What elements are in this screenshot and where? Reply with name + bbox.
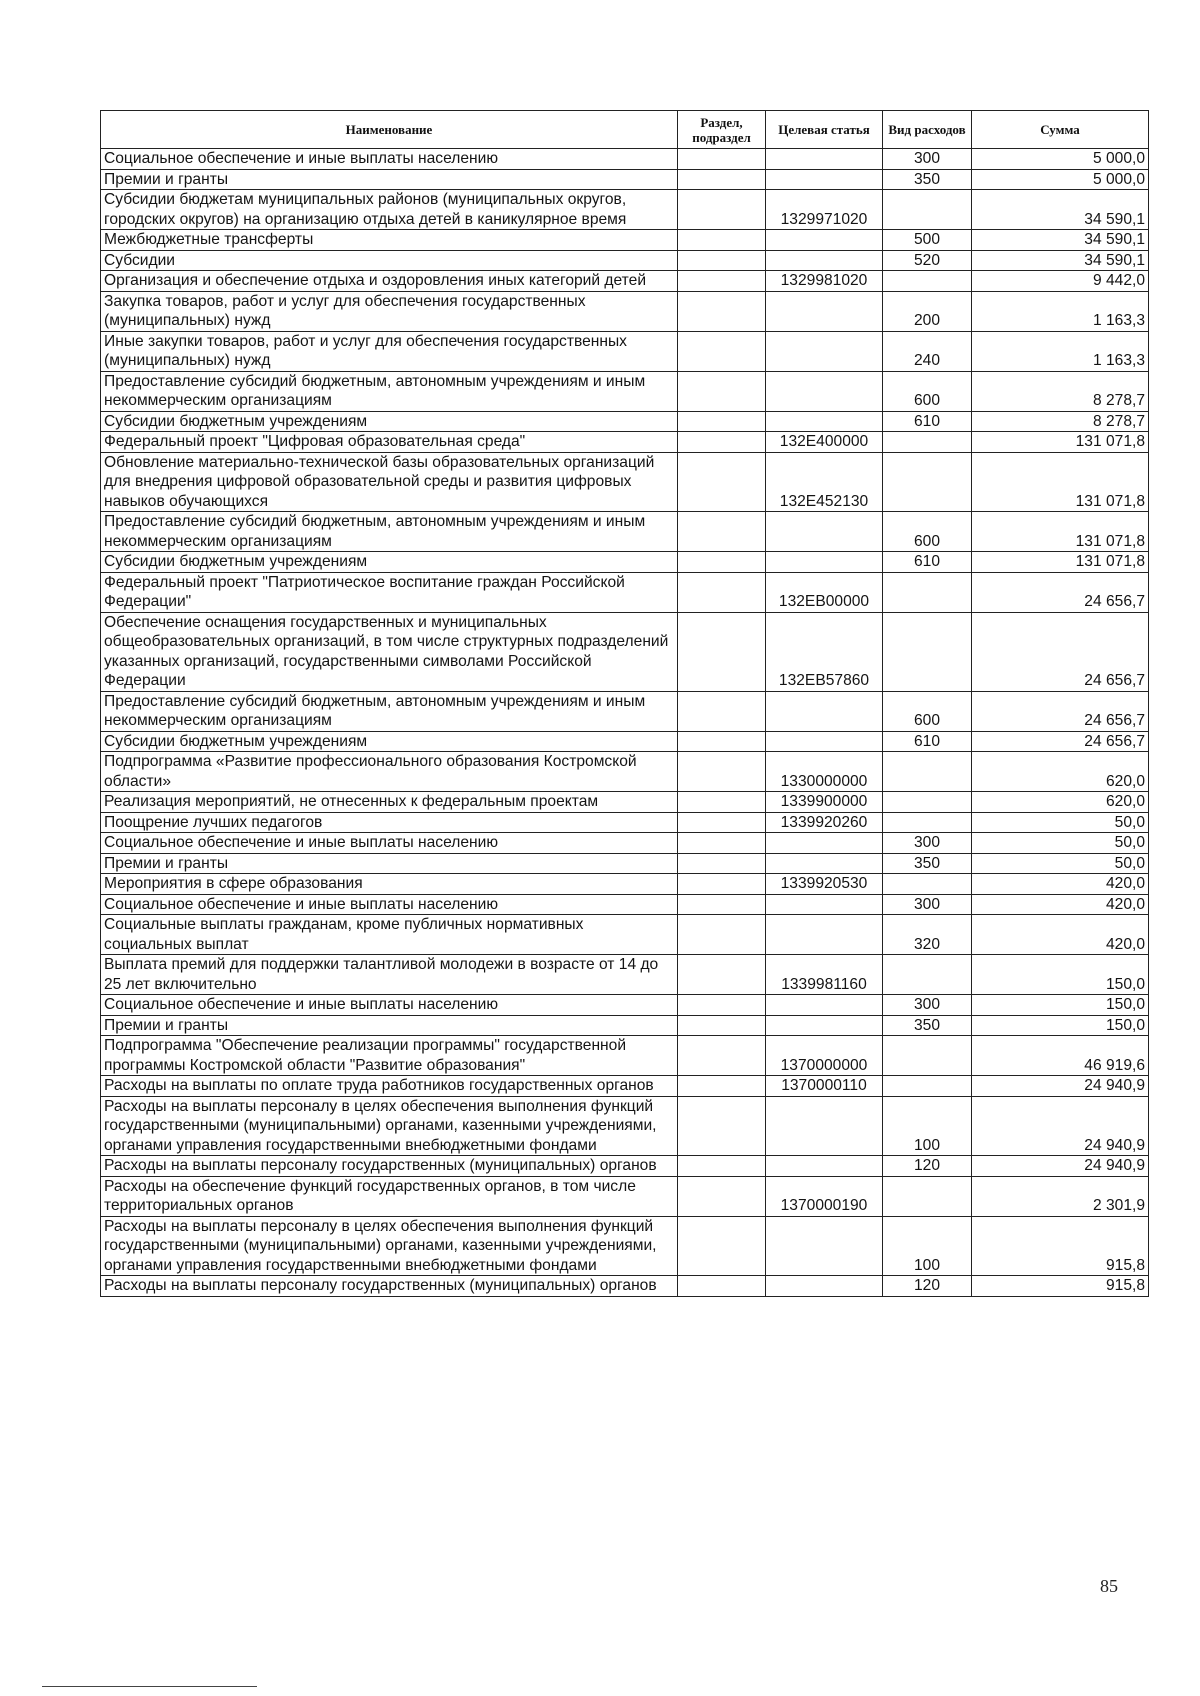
table-row bbox=[101, 853, 1149, 874]
cell-name: Социальное обеспечение и иные выплаты населению bbox=[101, 894, 678, 915]
table-row bbox=[101, 1176, 1149, 1216]
cell-target-article: 1339981160 bbox=[766, 955, 883, 995]
table-row bbox=[101, 230, 1149, 251]
cell-sum: 50,0 bbox=[972, 812, 1149, 833]
table-row bbox=[101, 271, 1149, 292]
cell-target-article: 132Е400000 bbox=[766, 432, 883, 453]
cell-expense-type: 520 bbox=[883, 250, 972, 271]
cell-name: Премии и гранты bbox=[101, 1015, 678, 1036]
cell-name: Выплата премий для поддержки талантливой молодежи в возрасте от 14 до 25 лет включительно bbox=[101, 955, 678, 995]
cell-expense-type bbox=[883, 452, 972, 512]
cell-expense-type bbox=[883, 612, 972, 691]
cell-expense-type bbox=[883, 1036, 972, 1076]
header-type: Вид расходов bbox=[883, 111, 972, 149]
cell-section bbox=[678, 432, 766, 453]
cell-target-article bbox=[766, 915, 883, 955]
cell-target-article: 1339920530 bbox=[766, 874, 883, 895]
table-row bbox=[101, 512, 1149, 552]
cell-target-article bbox=[766, 411, 883, 432]
cell-target-article bbox=[766, 149, 883, 170]
cell-sum: 915,8 bbox=[972, 1216, 1149, 1276]
cell-expense-type: 610 bbox=[883, 552, 972, 573]
cell-sum: 34 590,1 bbox=[972, 190, 1149, 230]
cell-expense-type: 300 bbox=[883, 995, 972, 1016]
cell-expense-type: 300 bbox=[883, 894, 972, 915]
cell-section bbox=[678, 331, 766, 371]
cell-target-article bbox=[766, 1276, 883, 1297]
cell-sum: 24 940,9 bbox=[972, 1156, 1149, 1177]
cell-sum: 131 071,8 bbox=[972, 432, 1149, 453]
table-row bbox=[101, 812, 1149, 833]
cell-name: Социальные выплаты гражданам, кроме публичных нормативных социальных выплат bbox=[101, 915, 678, 955]
cell-section bbox=[678, 1015, 766, 1036]
cell-expense-type bbox=[883, 955, 972, 995]
table-row bbox=[101, 1036, 1149, 1076]
cell-name: Федеральный проект "Патриотическое воспитание граждан Российской Федерации" bbox=[101, 572, 678, 612]
table-row bbox=[101, 894, 1149, 915]
cell-name: Предоставление субсидий бюджетным, автономным учреждениям и иным некоммерческим организациям bbox=[101, 691, 678, 731]
cell-expense-type: 240 bbox=[883, 331, 972, 371]
table-row bbox=[101, 169, 1149, 190]
footer-rule bbox=[42, 1686, 257, 1687]
cell-target-article bbox=[766, 1216, 883, 1276]
cell-expense-type bbox=[883, 1076, 972, 1097]
cell-section bbox=[678, 190, 766, 230]
cell-sum: 131 071,8 bbox=[972, 512, 1149, 552]
table-row bbox=[101, 874, 1149, 895]
cell-name: Подпрограмма "Обеспечение реализации программы" государственной программы Костромской области "Развитие образования" bbox=[101, 1036, 678, 1076]
cell-sum: 50,0 bbox=[972, 833, 1149, 854]
cell-expense-type: 350 bbox=[883, 1015, 972, 1036]
cell-name: Расходы на выплаты персоналу государственных (муниципальных) органов bbox=[101, 1276, 678, 1297]
cell-sum: 620,0 bbox=[972, 792, 1149, 813]
cell-name: Реализация мероприятий, не отнесенных к федеральным проектам bbox=[101, 792, 678, 813]
cell-sum: 5 000,0 bbox=[972, 149, 1149, 170]
cell-name: Иные закупки товаров, работ и услуг для обеспечения государственных (муниципальных) нужд bbox=[101, 331, 678, 371]
cell-name: Предоставление субсидий бюджетным, автономным учреждениям и иным некоммерческим организациям bbox=[101, 371, 678, 411]
cell-section bbox=[678, 915, 766, 955]
cell-section bbox=[678, 230, 766, 251]
cell-section bbox=[678, 512, 766, 552]
budget-table bbox=[100, 110, 1149, 1297]
cell-expense-type bbox=[883, 572, 972, 612]
cell-section bbox=[678, 1036, 766, 1076]
cell-expense-type bbox=[883, 752, 972, 792]
cell-name: Расходы на выплаты персоналу государственных (муниципальных) органов bbox=[101, 1156, 678, 1177]
cell-section bbox=[678, 1096, 766, 1156]
table-body bbox=[101, 149, 1149, 1297]
cell-expense-type bbox=[883, 874, 972, 895]
cell-name: Премии и гранты bbox=[101, 853, 678, 874]
header-target: Целевая статья bbox=[766, 111, 883, 149]
table-row bbox=[101, 291, 1149, 331]
cell-expense-type: 100 bbox=[883, 1216, 972, 1276]
cell-section bbox=[678, 792, 766, 813]
cell-section bbox=[678, 572, 766, 612]
cell-name: Поощрение лучших педагогов bbox=[101, 812, 678, 833]
cell-sum: 24 940,9 bbox=[972, 1096, 1149, 1156]
cell-target-article: 1370000000 bbox=[766, 1036, 883, 1076]
cell-section bbox=[678, 894, 766, 915]
table-row bbox=[101, 1156, 1149, 1177]
cell-sum: 24 940,9 bbox=[972, 1076, 1149, 1097]
cell-sum: 131 071,8 bbox=[972, 452, 1149, 512]
table-row bbox=[101, 1096, 1149, 1156]
cell-sum: 1 163,3 bbox=[972, 291, 1149, 331]
table-row bbox=[101, 792, 1149, 813]
table-row bbox=[101, 752, 1149, 792]
cell-sum: 8 278,7 bbox=[972, 371, 1149, 411]
cell-target-article bbox=[766, 230, 883, 251]
cell-section bbox=[678, 731, 766, 752]
cell-name: Межбюджетные трансферты bbox=[101, 230, 678, 251]
cell-sum: 420,0 bbox=[972, 915, 1149, 955]
page-number: 85 bbox=[1100, 1576, 1118, 1596]
header-section: Раздел, подраздел bbox=[678, 111, 766, 149]
cell-name: Субсидии бюджетам муниципальных районов (муниципальных округов, городских округов) на организацию отдыха детей в каникулярное время bbox=[101, 190, 678, 230]
table-row bbox=[101, 1076, 1149, 1097]
cell-expense-type: 600 bbox=[883, 512, 972, 552]
table-row bbox=[101, 432, 1149, 453]
cell-name: Предоставление субсидий бюджетным, автономным учреждениям и иным некоммерческим организациям bbox=[101, 512, 678, 552]
cell-expense-type: 300 bbox=[883, 149, 972, 170]
table-row bbox=[101, 1216, 1149, 1276]
cell-section bbox=[678, 833, 766, 854]
cell-name: Мероприятия в сфере образования bbox=[101, 874, 678, 895]
table-row bbox=[101, 955, 1149, 995]
cell-name: Расходы на выплаты персоналу в целях обеспечения выполнения функций государственными (муниципальными) органами, казенными учреждениями, органами управления государственными внебюджетными фондами bbox=[101, 1096, 678, 1156]
cell-expense-type: 500 bbox=[883, 230, 972, 251]
cell-sum: 24 656,7 bbox=[972, 572, 1149, 612]
cell-expense-type: 200 bbox=[883, 291, 972, 331]
header-sum: Сумма bbox=[972, 111, 1149, 149]
cell-sum: 50,0 bbox=[972, 853, 1149, 874]
table-row bbox=[101, 149, 1149, 170]
cell-section bbox=[678, 1156, 766, 1177]
cell-target-article bbox=[766, 894, 883, 915]
table-row bbox=[101, 1276, 1149, 1297]
cell-target-article bbox=[766, 371, 883, 411]
cell-expense-type: 600 bbox=[883, 371, 972, 411]
cell-sum: 9 442,0 bbox=[972, 271, 1149, 292]
cell-section bbox=[678, 691, 766, 731]
table-row bbox=[101, 833, 1149, 854]
cell-target-article: 1339920260 bbox=[766, 812, 883, 833]
cell-section bbox=[678, 271, 766, 292]
cell-expense-type bbox=[883, 1176, 972, 1216]
cell-sum: 2 301,9 bbox=[972, 1176, 1149, 1216]
cell-name: Субсидии бюджетным учреждениям bbox=[101, 552, 678, 573]
cell-section bbox=[678, 1176, 766, 1216]
cell-section bbox=[678, 612, 766, 691]
cell-section bbox=[678, 853, 766, 874]
cell-section bbox=[678, 149, 766, 170]
cell-name: Премии и гранты bbox=[101, 169, 678, 190]
table-header-row bbox=[101, 111, 1149, 149]
cell-target-article: 1339900000 bbox=[766, 792, 883, 813]
cell-target-article: 132ЕВ00000 bbox=[766, 572, 883, 612]
cell-section bbox=[678, 411, 766, 432]
cell-section bbox=[678, 1216, 766, 1276]
cell-name: Обеспечение оснащения государственных и муниципальных общеобразовательных организаций, в том числе структурных подразделений указанных организаций, государственными символами Российской Федерации bbox=[101, 612, 678, 691]
cell-sum: 420,0 bbox=[972, 894, 1149, 915]
cell-target-article: 132Е452130 bbox=[766, 452, 883, 512]
cell-sum: 150,0 bbox=[972, 995, 1149, 1016]
cell-target-article bbox=[766, 331, 883, 371]
table-row bbox=[101, 1015, 1149, 1036]
table-row bbox=[101, 731, 1149, 752]
cell-section bbox=[678, 874, 766, 895]
cell-expense-type bbox=[883, 190, 972, 230]
table-row bbox=[101, 612, 1149, 691]
cell-expense-type bbox=[883, 792, 972, 813]
cell-name: Закупка товаров, работ и услуг для обеспечения государственных (муниципальных) нужд bbox=[101, 291, 678, 331]
cell-expense-type: 350 bbox=[883, 853, 972, 874]
table-row bbox=[101, 331, 1149, 371]
cell-section bbox=[678, 452, 766, 512]
cell-name: Расходы на выплаты по оплате труда работников государственных органов bbox=[101, 1076, 678, 1097]
cell-section bbox=[678, 812, 766, 833]
cell-name: Подпрограмма «Развитие профессионального образования Костромской области» bbox=[101, 752, 678, 792]
cell-target-article: 1329971020 bbox=[766, 190, 883, 230]
cell-expense-type: 100 bbox=[883, 1096, 972, 1156]
cell-name: Расходы на обеспечение функций государственных органов, в том числе территориальных органов bbox=[101, 1176, 678, 1216]
cell-expense-type bbox=[883, 271, 972, 292]
cell-sum: 131 071,8 bbox=[972, 552, 1149, 573]
cell-sum: 150,0 bbox=[972, 955, 1149, 995]
table-row bbox=[101, 371, 1149, 411]
table-row bbox=[101, 452, 1149, 512]
cell-target-article bbox=[766, 995, 883, 1016]
cell-section bbox=[678, 291, 766, 331]
cell-name: Субсидии бюджетным учреждениям bbox=[101, 411, 678, 432]
cell-target-article bbox=[766, 169, 883, 190]
cell-sum: 24 656,7 bbox=[972, 731, 1149, 752]
cell-sum: 1 163,3 bbox=[972, 331, 1149, 371]
cell-section bbox=[678, 752, 766, 792]
cell-name: Обновление материально-технической базы образовательных организаций для внедрения цифровой образовательной среды и развития цифровых навыков обучающихся bbox=[101, 452, 678, 512]
cell-section bbox=[678, 371, 766, 411]
cell-section bbox=[678, 1276, 766, 1297]
cell-sum: 34 590,1 bbox=[972, 250, 1149, 271]
cell-name: Социальное обеспечение и иные выплаты населению bbox=[101, 149, 678, 170]
table-row bbox=[101, 915, 1149, 955]
cell-section bbox=[678, 995, 766, 1016]
cell-section bbox=[678, 1076, 766, 1097]
cell-expense-type: 610 bbox=[883, 411, 972, 432]
table-row bbox=[101, 572, 1149, 612]
cell-name: Социальное обеспечение и иные выплаты населению bbox=[101, 995, 678, 1016]
cell-target-article bbox=[766, 833, 883, 854]
cell-target-article bbox=[766, 731, 883, 752]
cell-target-article bbox=[766, 691, 883, 731]
cell-sum: 46 919,6 bbox=[972, 1036, 1149, 1076]
cell-name: Федеральный проект "Цифровая образовательная среда" bbox=[101, 432, 678, 453]
cell-name: Организация и обеспечение отдыха и оздоровления иных категорий детей bbox=[101, 271, 678, 292]
cell-expense-type: 120 bbox=[883, 1156, 972, 1177]
cell-target-article bbox=[766, 291, 883, 331]
table-row bbox=[101, 552, 1149, 573]
cell-name: Субсидии бюджетным учреждениям bbox=[101, 731, 678, 752]
cell-target-article bbox=[766, 552, 883, 573]
cell-sum: 34 590,1 bbox=[972, 230, 1149, 251]
cell-target-article: 1329981020 bbox=[766, 271, 883, 292]
cell-sum: 420,0 bbox=[972, 874, 1149, 895]
cell-section bbox=[678, 250, 766, 271]
cell-sum: 915,8 bbox=[972, 1276, 1149, 1297]
cell-target-article bbox=[766, 1156, 883, 1177]
cell-target-article: 132ЕВ57860 bbox=[766, 612, 883, 691]
cell-section bbox=[678, 955, 766, 995]
cell-expense-type bbox=[883, 432, 972, 453]
cell-expense-type bbox=[883, 812, 972, 833]
cell-expense-type: 120 bbox=[883, 1276, 972, 1297]
table-row bbox=[101, 190, 1149, 230]
table-row bbox=[101, 250, 1149, 271]
cell-section bbox=[678, 169, 766, 190]
table-row bbox=[101, 411, 1149, 432]
cell-sum: 8 278,7 bbox=[972, 411, 1149, 432]
cell-expense-type: 320 bbox=[883, 915, 972, 955]
cell-target-article bbox=[766, 1096, 883, 1156]
cell-sum: 24 656,7 bbox=[972, 612, 1149, 691]
cell-target-article: 1330000000 bbox=[766, 752, 883, 792]
header-name: Наименование bbox=[101, 111, 678, 149]
cell-target-article bbox=[766, 250, 883, 271]
cell-sum: 620,0 bbox=[972, 752, 1149, 792]
cell-name: Социальное обеспечение и иные выплаты населению bbox=[101, 833, 678, 854]
cell-expense-type: 350 bbox=[883, 169, 972, 190]
cell-target-article: 1370000110 bbox=[766, 1076, 883, 1097]
cell-sum: 150,0 bbox=[972, 1015, 1149, 1036]
table-row bbox=[101, 995, 1149, 1016]
cell-expense-type: 610 bbox=[883, 731, 972, 752]
cell-target-article bbox=[766, 512, 883, 552]
cell-expense-type: 300 bbox=[883, 833, 972, 854]
cell-target-article bbox=[766, 1015, 883, 1036]
cell-target-article: 1370000190 bbox=[766, 1176, 883, 1216]
cell-name: Расходы на выплаты персоналу в целях обеспечения выполнения функций государственными (муниципальными) органами, казенными учреждениями, органами управления государственными внебюджетными фондами bbox=[101, 1216, 678, 1276]
cell-section bbox=[678, 552, 766, 573]
cell-target-article bbox=[766, 853, 883, 874]
cell-sum: 24 656,7 bbox=[972, 691, 1149, 731]
cell-expense-type: 600 bbox=[883, 691, 972, 731]
table-row bbox=[101, 691, 1149, 731]
cell-sum: 5 000,0 bbox=[972, 169, 1149, 190]
cell-name: Субсидии bbox=[101, 250, 678, 271]
